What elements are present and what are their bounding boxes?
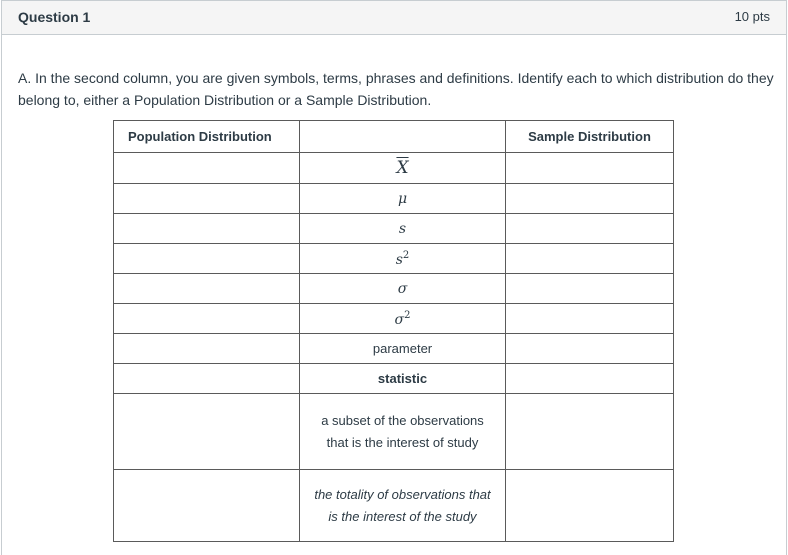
item-cell [300, 214, 506, 244]
sigma-symbol: σ [397, 280, 408, 297]
subset-definition-line2: that is the interest of study [326, 434, 479, 450]
item-cell [300, 304, 506, 334]
table-row [114, 364, 674, 394]
population-cell[interactable] [114, 184, 300, 214]
sample-cell[interactable] [506, 394, 674, 470]
s-symbol: s [398, 220, 407, 237]
x-bar-symbol: $\overline{X}$ [396, 158, 409, 178]
table-row [114, 184, 674, 214]
parameter-term: parameter [372, 341, 433, 356]
item-cell [300, 364, 506, 394]
question-title: Question 1 [18, 9, 91, 25]
table-row [114, 334, 674, 364]
exponent: 2 [404, 309, 411, 321]
population-cell[interactable] [114, 274, 300, 304]
sample-cell[interactable] [506, 214, 674, 244]
sample-cell[interactable] [506, 364, 674, 394]
header-middle [300, 121, 506, 153]
population-cell[interactable] [114, 304, 300, 334]
exponent: 2 [402, 249, 410, 261]
table-row [114, 244, 674, 274]
s-base: s [395, 251, 403, 268]
population-cell[interactable] [114, 153, 300, 184]
table-row [114, 394, 674, 470]
table-row [114, 470, 674, 542]
population-cell[interactable] [114, 334, 300, 364]
header-population-distribution: Population Distribution [114, 121, 300, 153]
totality-definition-line2: is the interest of the study [328, 508, 477, 524]
subset-definition-line1: a subset of the observations [321, 412, 484, 428]
sample-cell[interactable] [506, 153, 674, 184]
item-cell [300, 244, 506, 274]
sample-cell[interactable] [506, 334, 674, 364]
sample-cell[interactable] [506, 184, 674, 214]
item-cell [300, 334, 506, 364]
header-sample-distribution: Sample Distribution [506, 121, 674, 153]
population-cell[interactable] [114, 470, 300, 542]
item-cell [300, 153, 506, 184]
item-cell [300, 274, 506, 304]
question-points: 10 pts [734, 9, 770, 24]
sample-cell[interactable] [506, 304, 674, 334]
table-row [114, 304, 674, 334]
totality-definition-line1: the totality of observations that [314, 486, 491, 502]
item-cell [300, 470, 506, 542]
item-cell [300, 394, 506, 470]
sample-cell[interactable] [506, 244, 674, 274]
table-row [114, 153, 674, 184]
sigma-squared-symbol [394, 309, 411, 328]
table-row [114, 274, 674, 304]
table-header-row [114, 121, 674, 153]
statistic-term: statistic [377, 371, 428, 386]
matching-table [113, 120, 674, 542]
sample-cell[interactable] [506, 274, 674, 304]
population-cell[interactable] [114, 214, 300, 244]
question-header [2, 1, 786, 35]
item-cell [300, 184, 506, 214]
question-text: A. In the second column, you are given symbols, terms, phrases and definitions. Identify each to which distribution do they belong to, either a Population Distribution or a Sample Distribution. [18, 70, 774, 108]
sample-cell[interactable] [506, 470, 674, 542]
population-cell[interactable] [114, 394, 300, 470]
table-row [114, 214, 674, 244]
population-cell[interactable] [114, 244, 300, 274]
mu-symbol: μ [397, 190, 408, 207]
population-cell[interactable] [114, 364, 300, 394]
s-squared-symbol [395, 249, 410, 268]
sigma-base: σ [394, 311, 405, 328]
